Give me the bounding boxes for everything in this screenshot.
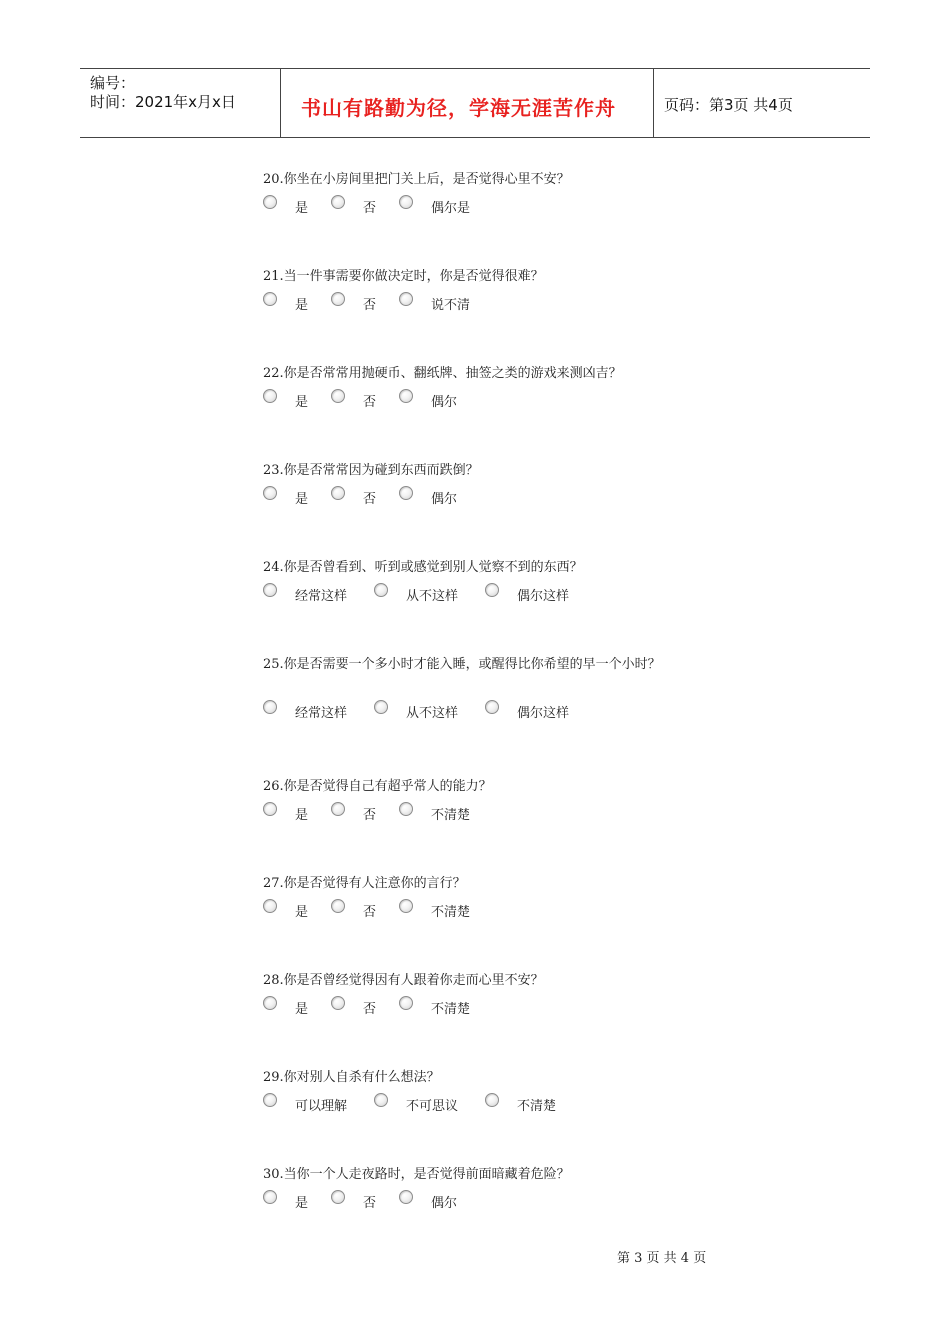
- answer-option[interactable]: [399, 486, 463, 510]
- answer-options: [263, 486, 823, 510]
- question-item: [263, 778, 823, 826]
- question-text: 29.你对别人自杀有什么想法？: [263, 1070, 440, 1085]
- answer-options: [263, 700, 823, 724]
- option-label: 不清楚: [431, 905, 471, 920]
- question-item: [263, 875, 823, 923]
- radio-button[interactable]: [263, 996, 277, 1010]
- question-item: [263, 972, 823, 1020]
- question-item: [263, 268, 823, 316]
- option-label: 偶尔是: [431, 201, 471, 216]
- option-label: 偶尔: [431, 1196, 458, 1211]
- option-label: 经常这样: [295, 589, 348, 604]
- question-item: [263, 1069, 823, 1117]
- answer-option[interactable]: [399, 1190, 463, 1214]
- option-label: 是: [295, 492, 309, 507]
- question-text: 30.当你一个人走夜路时，是否觉得前面暗藏着危险？: [263, 1167, 570, 1182]
- radio-button[interactable]: [399, 389, 413, 403]
- option-label: 否: [363, 201, 377, 216]
- answer-options: [263, 996, 823, 1020]
- option-label: 是: [295, 808, 309, 823]
- answer-options: [263, 389, 823, 413]
- header-page-info: 页码：第3页 共4页: [664, 96, 793, 114]
- answer-option[interactable]: [331, 486, 395, 510]
- radio-button[interactable]: [485, 583, 499, 597]
- document-number-label: 编号：: [90, 74, 136, 92]
- option-label: 是: [295, 201, 309, 216]
- page-header: [80, 68, 870, 138]
- answer-option[interactable]: [374, 583, 481, 607]
- radio-button[interactable]: [399, 899, 413, 913]
- answer-option[interactable]: [331, 292, 395, 316]
- option-label: 不清楚: [517, 1099, 557, 1114]
- option-label: 否: [363, 808, 377, 823]
- answer-option[interactable]: [399, 996, 471, 1020]
- answer-options: [263, 583, 823, 607]
- option-label: 否: [363, 395, 377, 410]
- radio-button[interactable]: [331, 486, 345, 500]
- option-label: 否: [363, 1196, 377, 1211]
- option-label: 是: [295, 395, 309, 410]
- option-label: 从不这样: [406, 589, 459, 604]
- radio-button[interactable]: [399, 802, 413, 816]
- radio-button[interactable]: [399, 996, 413, 1010]
- answer-option[interactable]: [374, 700, 481, 724]
- option-label: 否: [363, 492, 377, 507]
- header-motto-cell: [281, 69, 654, 137]
- answer-option[interactable]: [263, 802, 327, 826]
- question-text: 25.你是否需要一个多小时才能入睡，或醒得比你希望的早一个小时？: [263, 657, 661, 672]
- header-motto: 书山有路勤为径，学海无涯苦作舟: [301, 96, 616, 120]
- radio-button[interactable]: [485, 1093, 499, 1107]
- radio-button[interactable]: [263, 389, 277, 403]
- option-label: 从不这样: [406, 706, 459, 721]
- answer-option[interactable]: [374, 1093, 481, 1117]
- question-item: [263, 656, 823, 724]
- question-text: 21.当一件事需要你做决定时，你是否觉得很难？: [263, 269, 544, 284]
- answer-options: [263, 1190, 823, 1214]
- question-text: 27.你是否觉得有人注意你的言行？: [263, 876, 466, 891]
- radio-button[interactable]: [263, 700, 277, 714]
- option-label: 可以理解: [295, 1099, 348, 1114]
- answer-option[interactable]: [485, 700, 592, 724]
- question-item: [263, 171, 823, 219]
- answer-option[interactable]: [331, 389, 395, 413]
- answer-option[interactable]: [331, 899, 395, 923]
- question-item: [263, 462, 823, 510]
- radio-button[interactable]: [263, 292, 277, 306]
- answer-option[interactable]: [399, 899, 471, 923]
- answer-option[interactable]: [399, 389, 463, 413]
- radio-button[interactable]: [331, 899, 345, 913]
- option-label: 否: [363, 1002, 377, 1017]
- radio-button[interactable]: [374, 1093, 388, 1107]
- answer-option[interactable]: [263, 996, 327, 1020]
- question-text: 23.你是否常常因为碰到东西而跌倒？: [263, 463, 479, 478]
- page-footer-number: 第 3 页 共 4 页: [617, 1251, 707, 1266]
- radio-button[interactable]: [331, 292, 345, 306]
- answer-option[interactable]: [399, 802, 471, 826]
- question-text: 26.你是否觉得自己有超乎常人的能力？: [263, 779, 492, 794]
- radio-button[interactable]: [399, 1190, 413, 1204]
- answer-option[interactable]: [331, 996, 395, 1020]
- option-label: 不可思议: [406, 1099, 459, 1114]
- option-label: 不清楚: [431, 808, 471, 823]
- answer-option[interactable]: [263, 389, 327, 413]
- option-label: 是: [295, 298, 309, 313]
- question-item: [263, 1166, 823, 1214]
- option-label: 不清楚: [431, 1002, 471, 1017]
- question-text: 28.你是否曾经觉得因有人跟着你走而心里不安？: [263, 973, 544, 988]
- radio-button[interactable]: [485, 700, 499, 714]
- answer-option[interactable]: [263, 195, 327, 219]
- answer-options: [263, 195, 823, 219]
- question-item: [263, 365, 823, 413]
- option-label: 偶尔: [431, 492, 458, 507]
- header-meta-cell: [80, 69, 281, 137]
- radio-button[interactable]: [263, 195, 277, 209]
- question-item: [263, 559, 823, 607]
- answer-option[interactable]: [263, 899, 327, 923]
- answer-option[interactable]: [331, 802, 395, 826]
- answer-option[interactable]: [263, 700, 370, 724]
- radio-button[interactable]: [263, 1190, 277, 1204]
- radio-button[interactable]: [374, 583, 388, 597]
- radio-button[interactable]: [399, 195, 413, 209]
- radio-button[interactable]: [263, 1093, 277, 1107]
- answer-options: [263, 899, 823, 923]
- option-label: 偶尔这样: [517, 706, 570, 721]
- answer-option[interactable]: [485, 1093, 592, 1117]
- radio-button[interactable]: [331, 802, 345, 816]
- question-text: 24.你是否曾看到、听到或感觉到别人觉察不到的东西？: [263, 560, 583, 575]
- answer-options: [263, 292, 823, 316]
- answer-options: [263, 802, 823, 826]
- radio-button[interactable]: [331, 1190, 345, 1204]
- question-text: 22.你是否常常用抛硬币、翻纸牌、抽签之类的游戏来测凶吉？: [263, 366, 622, 381]
- document-time-label: 时间：2021年x月x日: [90, 93, 236, 111]
- answer-option[interactable]: [263, 292, 327, 316]
- radio-button[interactable]: [399, 486, 413, 500]
- radio-button[interactable]: [263, 899, 277, 913]
- radio-button[interactable]: [331, 996, 345, 1010]
- answer-option[interactable]: [263, 486, 327, 510]
- option-label: 是: [295, 1002, 309, 1017]
- answer-option[interactable]: [331, 195, 395, 219]
- answer-options: [263, 1093, 823, 1117]
- radio-button[interactable]: [399, 292, 413, 306]
- answer-option[interactable]: [263, 583, 370, 607]
- answer-option[interactable]: [399, 195, 471, 219]
- answer-option[interactable]: [331, 1190, 395, 1214]
- option-label: 否: [363, 905, 377, 920]
- option-label: 否: [363, 298, 377, 313]
- radio-button[interactable]: [263, 583, 277, 597]
- option-label: 是: [295, 905, 309, 920]
- option-label: 偶尔: [431, 395, 458, 410]
- radio-button[interactable]: [374, 700, 388, 714]
- question-text: 20.你坐在小房间里把门关上后，是否觉得心里不安？: [263, 172, 570, 187]
- option-label: 是: [295, 1196, 309, 1211]
- radio-button[interactable]: [263, 802, 277, 816]
- answer-option[interactable]: [263, 1093, 370, 1117]
- option-label: 偶尔这样: [517, 589, 570, 604]
- answer-option[interactable]: [399, 292, 471, 316]
- radio-button[interactable]: [331, 195, 345, 209]
- answer-option[interactable]: [263, 1190, 327, 1214]
- option-label: 经常这样: [295, 706, 348, 721]
- answer-option[interactable]: [485, 583, 592, 607]
- option-label: 说不清: [431, 298, 471, 313]
- radio-button[interactable]: [331, 389, 345, 403]
- radio-button[interactable]: [263, 486, 277, 500]
- header-page-cell: [654, 69, 870, 137]
